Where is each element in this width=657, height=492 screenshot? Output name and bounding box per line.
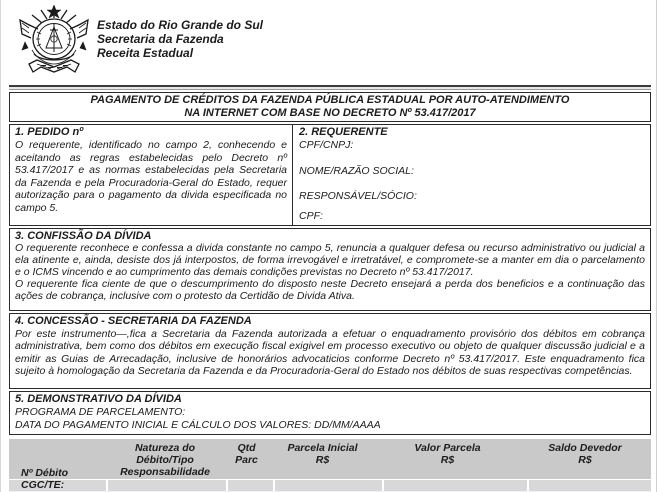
section-requerente-heading: 2. REQUERENTE (299, 126, 388, 138)
column-header-qtd-parc (224, 439, 269, 479)
debt-table-cgc-row (9, 480, 651, 491)
letterhead (1, 0, 656, 85)
section-confissao-heading: 3. CONFISSÃO DA DÍVIDA (15, 230, 152, 242)
column-header-natureza-line2: Responsabilidade (120, 466, 210, 478)
cgc-cell-natureza (108, 480, 226, 491)
cgc-cell-saldo-devedor (529, 480, 651, 491)
debt-table (9, 439, 651, 492)
org-name-block (97, 18, 263, 60)
section-confissao-para1: O requerente reconhece e confessa a divida constante no campo 5, renuncia a qualquer defesa ou recurso administrativo ou judicial a ela atinente e, ainda, desiste dos já interpostos, de forma irrevogável e irretratável, e compromete-se a manter em dia o parcelamento e o ICMS vincendo e ao cumprimento das demais condições previstas no Decreto nº 53.417/2017. (15, 242, 645, 278)
column-header-saldo-devedor-rs: R$ (578, 454, 592, 466)
column-header-parcela-inicial (269, 439, 376, 479)
section-pedido-body: O requerente, identificado no campo 2, conhecendo e aceitando as regras estabelecidas pelo Decreto nº 53.417/2017 e as normas estabelecidas pela Secretaria da Fazenda e pela Procuradoria-Geral do Estado, requer autorização para o pagamento da divida especificada no campo 5. (15, 139, 287, 214)
section-demonstrativo (9, 391, 651, 435)
column-header-natureza-line1: Natureza do Débito/Tipo (134, 442, 196, 466)
section-requerente (293, 125, 650, 225)
column-header-parcela-inicial-rs: R$ (315, 454, 330, 466)
cgc-cell-parcela-inicial (275, 480, 382, 491)
section-demonstrativo-heading: 5. DEMONSTRATIVO DA DÍVIDA (15, 393, 182, 405)
form-title-line2: NA INTERNET COM BASE NO DECRETO Nº 53.417/2017 (184, 107, 476, 119)
section-concessao (9, 313, 651, 389)
column-header-saldo-devedor-line1: Saldo Devedor (548, 442, 622, 454)
section-confissao-para2: O requerente fica ciente de que o descumprimento do disposto neste Decreto ensejará a perda dos beneficios e a continuação das ações de cobrança, inclusive com o protesto da Certidão de Divida Ativa. (15, 277, 645, 302)
section-confissao (9, 228, 651, 311)
field-label-cpf-cnpj: CPF/CNPJ: (299, 139, 354, 151)
cgc-cell-valor-parcela (384, 480, 527, 491)
column-header-valor-parcela-rs: R$ (440, 454, 455, 466)
rio-grande-do-sul-coat-of-arms-icon (17, 4, 91, 80)
debt-table-header-row (9, 439, 651, 479)
section-concessao-heading: 4. CONCESSÃO - SECRETARIA DA FAZENDA (15, 315, 252, 327)
section-pedido-heading: 1. PEDIDO nº (15, 126, 84, 138)
org-line-state: Estado do Rio Grande do Sul (97, 18, 264, 32)
field-label-nome-razao-social: NOME/RAZÃO SOCIAL: (299, 164, 414, 177)
field-label-programa-parcelamento: PROGRAMA DE PARCELAMENTO: (15, 406, 186, 418)
field-label-data-pagamento-inicial: DATA DO PAGAMENTO INICIAL E CÁLCULO DOS VALORES: DD/MM/AAAA (15, 419, 381, 431)
org-line-secretaria: Secretaria da Fazenda (97, 32, 224, 46)
letterhead-divider-rule (9, 85, 651, 90)
column-header-valor-parcela-line1: Valor Parcela (414, 442, 481, 454)
cgc-cell-qtd-parc (228, 480, 273, 491)
section-pedido-requerente-row (9, 124, 651, 226)
column-header-parc: Parc (235, 454, 258, 466)
section-concessao-body: Por este instrumento—,fica a Secretaria da Fazenda autorizada a efetuar o enquadramento provisório dos débitos em cobrança administrativa, bem como dos débitos em execução fiscal exigivel em processo executivo ou objeto de qualquer discussão judicial e a emitir as Guias de Arrecadação, inclusive de honorários advocaticios conforme Decreto nº 53.417/2017. Este enquadramento fica sujeito à homologação da Secretaria da Fazenda e da Procuradoria-Geral do Estado nos débitos de suas respectivas competências. (15, 328, 645, 378)
org-line-receita: Receita Estadual (97, 46, 194, 60)
section-pedido (10, 125, 293, 225)
column-header-qtd: Qtd (237, 442, 256, 454)
column-header-parcela-inicial-line1: Parcela Inicial (287, 442, 358, 454)
form-title-box (9, 92, 651, 122)
column-header-natureza (106, 439, 224, 479)
debt-table-cgc-label: CGC/TE: (9, 480, 106, 491)
column-header-saldo-devedor (519, 439, 651, 479)
debt-table-row-label: Nº Débito (21, 467, 68, 479)
form-body (9, 92, 651, 435)
column-header-valor-parcela (376, 439, 519, 479)
field-label-cpf: CPF: (299, 209, 323, 222)
form-title-line1: PAGAMENTO DE CRÉDITOS DA FAZENDA PÚBLICA ESTADUAL POR AUTO-ATENDIMENTO (90, 94, 570, 106)
field-label-responsavel-socio: RESPONSÁVEL/SÓCIO: (299, 190, 417, 203)
